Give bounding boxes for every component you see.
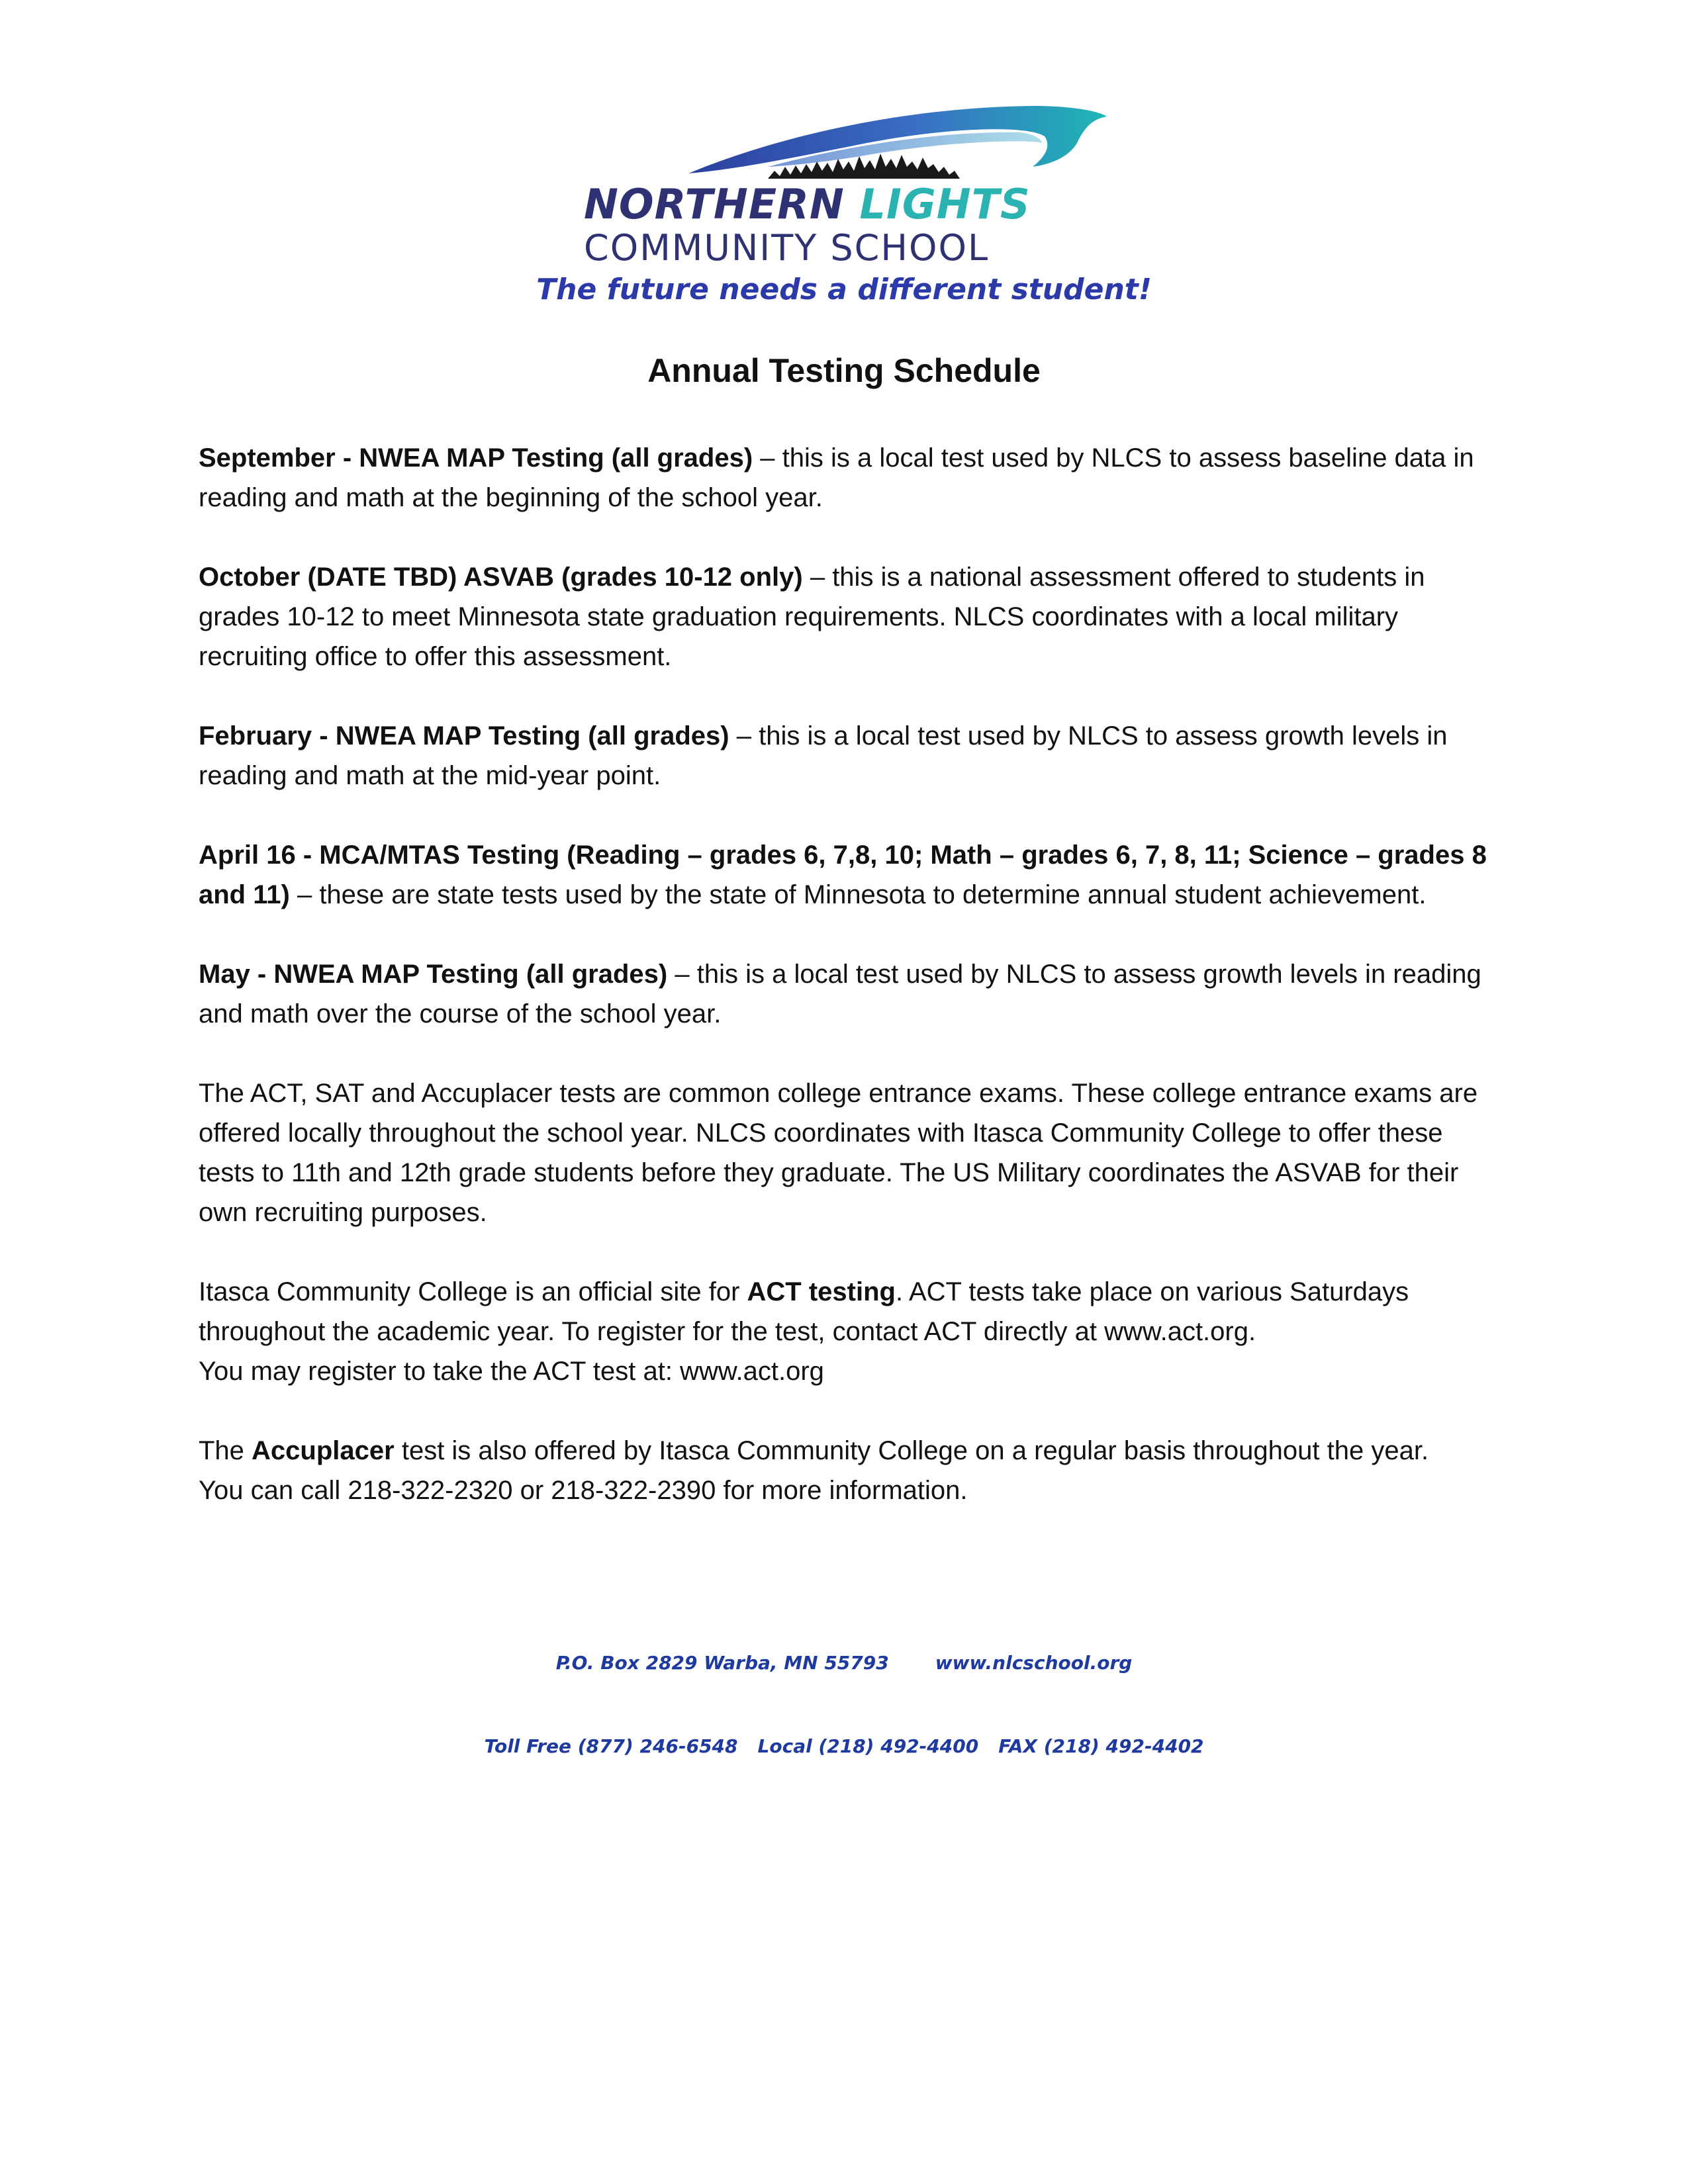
college-exams-paragraph: The ACT, SAT and Accuplacer tests are common college entrance exams. These college entrance exams are offered locally throughout the school year. NLCS coordinates with Itasca Community College to offer these tests to 11th and 12th grade students before they graduate. The US Military coordinates the ASVAB for their own recruiting purposes. — [199, 1079, 1478, 1227]
footer-toll-free: Toll Free (877) 246-6548 — [484, 1735, 738, 1757]
footer-line1 — [0, 1649, 1688, 1677]
section-text: – this is a local test used by NLCS to assess baseline data in reading and math at the beginning of the school year. — [199, 443, 1474, 512]
footer-local: Local (218) 492-4400 — [757, 1735, 979, 1757]
section-heading: October (DATE TBD) ASVAB (grades 10-12 only) — [199, 563, 803, 592]
footer-address: P.O. Box 2829 Warba, MN 55793 — [555, 1652, 889, 1674]
page-title: Annual Testing Schedule — [647, 352, 1041, 389]
section-text: – this is a local test used by NLCS to assess growth levels in reading and math at the mid-year point. — [199, 721, 1448, 790]
aurora-swoosh-graphic — [569, 93, 1125, 192]
section-october — [199, 557, 1496, 676]
section-heading: February - NWEA MAP Testing (all grades) — [199, 721, 729, 751]
footer-fax: FAX (218) 492-4402 — [998, 1735, 1204, 1757]
section-april — [199, 835, 1496, 915]
act-paragraph — [199, 1272, 1496, 1351]
section-may — [199, 954, 1496, 1034]
footer-line2 — [0, 1733, 1688, 1760]
act-rest: . ACT tests take place on various Saturdays throughout the academic year. To register for the test, contact ACT directly at www.act.org. — [199, 1277, 1409, 1346]
section-february — [199, 716, 1496, 796]
document-body — [199, 438, 1496, 1510]
section-text: – these are state tests used by the state of Minnesota to determine annual student achievement. — [289, 880, 1427, 909]
accuplacer-rest: test is also offered by Itasca Community College on a regular basis throughout the year. — [394, 1436, 1429, 1465]
logo-school-name-line1 — [584, 180, 1031, 228]
section-text: – this is a national assessment offered to students in grades 10-12 to meet Minnesota state graduation requirements. NLCS coordinates with a local military recruiting office to offer this assessment. — [199, 563, 1425, 671]
section-text: – this is a local test used by NLCS to assess growth levels in reading and math over the course of the school year. — [199, 960, 1481, 1028]
act-intro: Itasca Community College is an official site for — [199, 1277, 747, 1306]
accuplacer-phone-line: You can call 218-322-2320 or 218-322-2390 for more information. — [199, 1476, 968, 1505]
section-september — [199, 438, 1496, 518]
accuplacer-paragraph — [199, 1431, 1496, 1471]
section-heading: September - NWEA MAP Testing (all grades) — [199, 443, 753, 473]
logo-word-northern: NORTHERN — [584, 180, 845, 228]
section-heading: May - NWEA MAP Testing (all grades) — [199, 960, 668, 989]
act-bold: ACT testing — [747, 1277, 896, 1306]
accuplacer-intro: The — [199, 1436, 252, 1465]
logo-school-name-line2: COMMUNITY SCHOOL — [584, 227, 990, 269]
footer-website: www.nlcschool.org — [935, 1652, 1133, 1674]
section-heading: April 16 - MCA/MTAS Testing (Reading – grades 6, 7,8, 10; Math – grades 6, 7, 8, 11; Science – grades 8 and 11) — [199, 841, 1487, 909]
accuplacer-bold: Accuplacer — [252, 1436, 395, 1465]
school-tagline: The future needs a different student! — [536, 273, 1152, 306]
logo-word-lights: LIGHTS — [859, 180, 1031, 228]
contact-footer — [0, 1594, 1688, 1816]
act-register-line: You may register to take the ACT test at: www.act.org — [199, 1357, 824, 1386]
